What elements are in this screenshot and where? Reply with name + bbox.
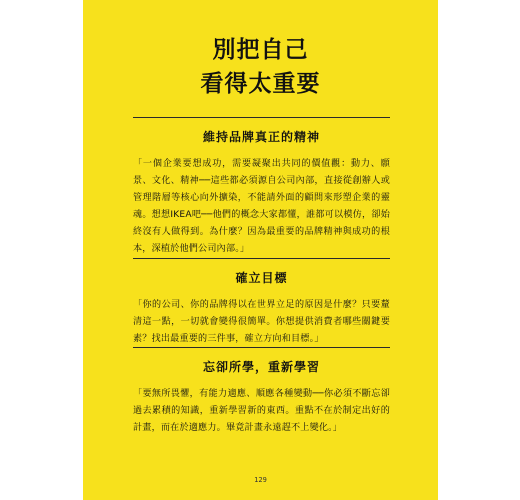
section-body: 「你的公司、你的品牌得以在世界立足的原因是什麼？只要釐清這一點，一切就會變得很簡單。你想提供消費者哪些關鍵要素？找出最重要的三件事，確立方向和目標。」	[133, 300, 390, 344]
section-body: 「要無所畏懼，有能力適應、順應各種變動──你必須不斷忘卻過去累積的知識，重新學習新的東西。重點不在於制定出好的計畫，而在於適應力。畢竟計畫永遠趕不上變化。」	[133, 389, 390, 433]
section-heading: 維持品牌真正的精神	[202, 130, 320, 144]
section-divider	[133, 347, 390, 348]
section-heading: 忘卻所學，重新學習	[202, 360, 320, 374]
section-divider	[133, 258, 390, 259]
section-set-goals	[133, 258, 390, 348]
section-brand-spirit	[133, 117, 390, 258]
title-line-1: 別把自己	[212, 37, 309, 63]
title-line-2: 看得太重要	[200, 71, 321, 97]
book-page	[83, 0, 438, 500]
section-divider	[133, 117, 390, 118]
section-unlearn-relearn	[133, 347, 390, 437]
section-heading: 確立目標	[235, 271, 288, 285]
section-body: 「一個企業要想成功，需要凝聚出共同的價值觀：動力、願景、文化、精神──這些都必須源自公司內部，直接從創辦人或管理階層等核心向外擴染，不能請外面的顧問來形塑企業的靈魂。想想IKEA吧──他們的概念大家都懂，誰都可以模仿，卻始終沒有人做得到。為什麼？因為最重要的品牌精神與成功的根本，深植於他們公司內部。」	[133, 159, 390, 254]
page-number: 129	[254, 476, 267, 484]
page-title	[83, 33, 438, 101]
